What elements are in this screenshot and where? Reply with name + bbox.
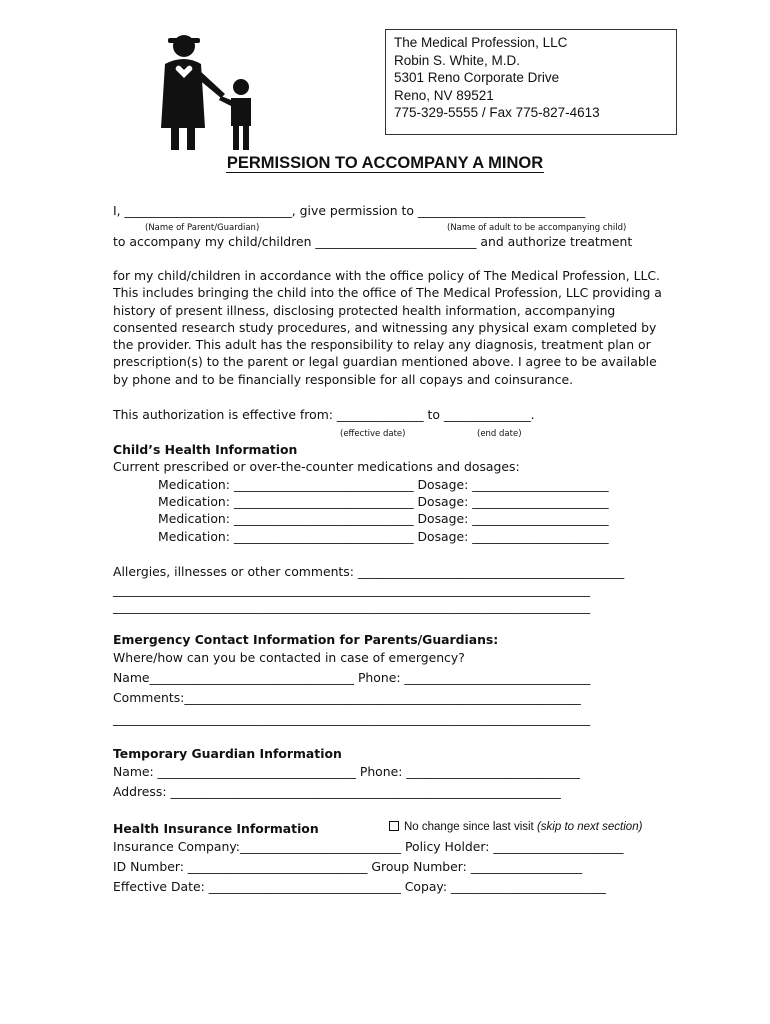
insurance-heading: Health Insurance Information [113,821,319,836]
doctor-name: Robin S. White, M.D. [394,52,521,68]
paragraph-line: for my child/children in accordance with the office policy of The Medical Profession, LLC. [113,268,660,283]
medications-subheading: Current prescribed or over-the-counter medications and dosages: [113,459,520,474]
medication-row[interactable]: Medication: _____________________________ Dosage: ______________________ [158,511,609,526]
parent-and-child-logo [155,28,265,152]
no-change-checkbox[interactable] [389,821,399,831]
phone-fax: 775-329-5555 / Fax 775-827-4613 [394,105,600,121]
hint-adult-name: (Name of adult to be accompanying child) [447,223,627,233]
hint-end-date: (end date) [477,429,522,439]
comments-blank-line[interactable]: _____________________________________________________________________________ [113,599,591,614]
authorization-dates[interactable]: This authorization is effective from: ______________ to ______________. [113,407,535,422]
intro-line-2[interactable]: to accompany my child/children __________________________ and authorize treatment [113,234,633,249]
insurance-company-holder[interactable]: Insurance Company:__________________________ Policy Holder: _____________________ [113,839,624,854]
emergency-heading: Emergency Contact Information for Parents/Guardians: [113,632,499,647]
temp-guardian-heading: Temporary Guardian Information [113,746,342,761]
allergies-field[interactable]: Allergies, illnesses or other comments: ___________________________________________ [113,564,625,579]
practice-name: The Medical Profession, LLC [394,35,568,50]
paragraph-line: consented research study procedures, and witnessing any physical exam completed by [113,319,657,335]
medication-row[interactable]: Medication: _____________________________ Dosage: ______________________ [158,494,609,509]
emergency-comments[interactable]: Comments:________________________________________________________________ [113,690,581,705]
paragraph-line: the provider. This adult has the responsibility to relay any diagnosis, treatment plan or [113,337,651,353]
street-address: 5301 Reno Corporate Drive [394,70,560,86]
paragraph-line: prescription(s) to the parent or legal guardian mentioned above. I agree to be available [113,354,657,370]
hint-effective-date: (effective date) [340,429,406,439]
insurance-effective-copay[interactable]: Effective Date: _______________________________ Copay: _________________________ [113,879,606,894]
paragraph-line: This includes bringing the child into the office of The Medical Profession, LLC providing a [113,285,662,301]
intro-line-1[interactable]: I, ___________________________, give permission to ___________________________ [113,203,586,218]
paragraph-line: history of present illness, disclosing protected health information, accompanying [113,302,616,318]
emergency-name-phone[interactable]: Name_________________________________ Phone: ______________________________ [113,670,591,685]
emergency-blank-line[interactable]: _____________________________________________________________________________ [113,711,591,726]
child-health-heading: Child’s Health Information [113,442,298,457]
no-change-option[interactable] [389,821,642,833]
hint-parent-name: (Name of Parent/Guardian) [145,223,260,233]
medication-row[interactable]: Medication: _____________________________ Dosage: ______________________ [158,477,609,492]
city-state-zip: Reno, NV 89521 [394,87,494,103]
medication-row[interactable]: Medication: _____________________________ Dosage: ______________________ [158,529,609,544]
practice-address-box [385,29,677,135]
comments-blank-line[interactable]: _____________________________________________________________________________ [113,582,591,597]
no-change-label: No change since last visit [404,821,534,833]
temp-guardian-address[interactable]: Address: _______________________________________________________________ [113,784,561,799]
form-title: PERMISSION TO ACCOMPANY A MINOR [226,154,544,172]
policy-paragraph [113,267,673,388]
insurance-id-group[interactable]: ID Number: _____________________________ Group Number: __________________ [113,859,583,874]
emergency-question: Where/how can you be contacted in case of emergency? [113,650,465,665]
temp-guardian-name-phone[interactable]: Name: ________________________________ Phone: ____________________________ [113,764,580,779]
paragraph-line: by phone and to be financially responsible for all copays and coinsurance. [113,371,574,387]
skip-note: (skip to next section) [536,821,643,833]
